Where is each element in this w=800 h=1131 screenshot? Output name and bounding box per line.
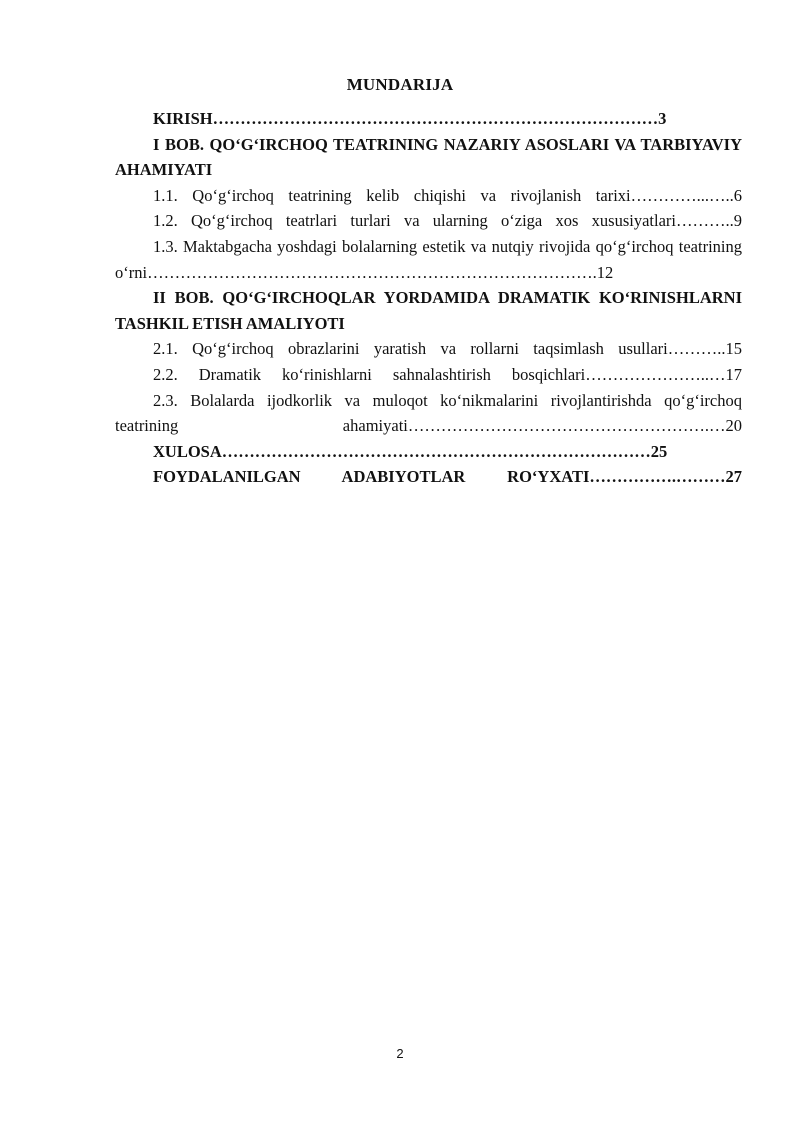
toc-entry-1-2: 1.2. Qo‘g‘irchoq teatrlari turlari va ularning o‘ziga xos xususiyatlari………..9 [153,211,742,231]
toc-entry-2-3: 2.3. Bolalarda ijodkorlik va muloqot ko‘nikmalarini rivojlantirishda qo‘g‘irchoq teatrining ahamiyati……………………………………………….…20 [115,390,742,436]
table-of-contents [115,106,742,490]
toc-title: MUNDARIJA [346,75,454,94]
toc-entry-adabiyotlar: FOYDALANILGAN ADABIYOTLAR RO‘YXATI…………….………27 [153,467,742,487]
toc-entry-kirish: KIRISH………………………………………………………………………3 [153,109,667,128]
toc-entry-chapter-1: I BOB. QO‘G‘IRCHOQ TEATRINING NAZARIY ASOSLARI VA TARBIYAVIY AHAMIYATI [115,134,742,180]
toc-entry-2-1: 2.1. Qo‘g‘irchoq obrazlarini yaratish va rollarni taqsimlash usullari………..15 [153,339,742,359]
toc-entry-chapter-2: II BOB. QO‘G‘IRCHOQLAR YORDAMIDA DRAMATIK KO‘RINISHLARNI TASHKIL ETISH AMALIYOTI [115,288,742,333]
page-number: 2 [396,1046,404,1061]
toc-entry-xulosa: XULOSA……………………………………………………………………25 [153,441,668,461]
toc-entry-1-1: 1.1. Qo‘g‘irchoq teatrining kelib chiqishi va rivojlanish tarixi…………...…..6 [153,185,742,205]
toc-entry-1-3: 1.3. Maktabgacha yoshdagi bolalarning estetik va nutqiy rivojida qo‘g‘irchoq teatrining o‘rni……………………………………………………………………….12 [115,236,742,282]
toc-entry-2-2: 2.2. Dramatik ko‘rinishlarni sahnalashtirish bosqichlari…………………..…17 [153,364,742,384]
